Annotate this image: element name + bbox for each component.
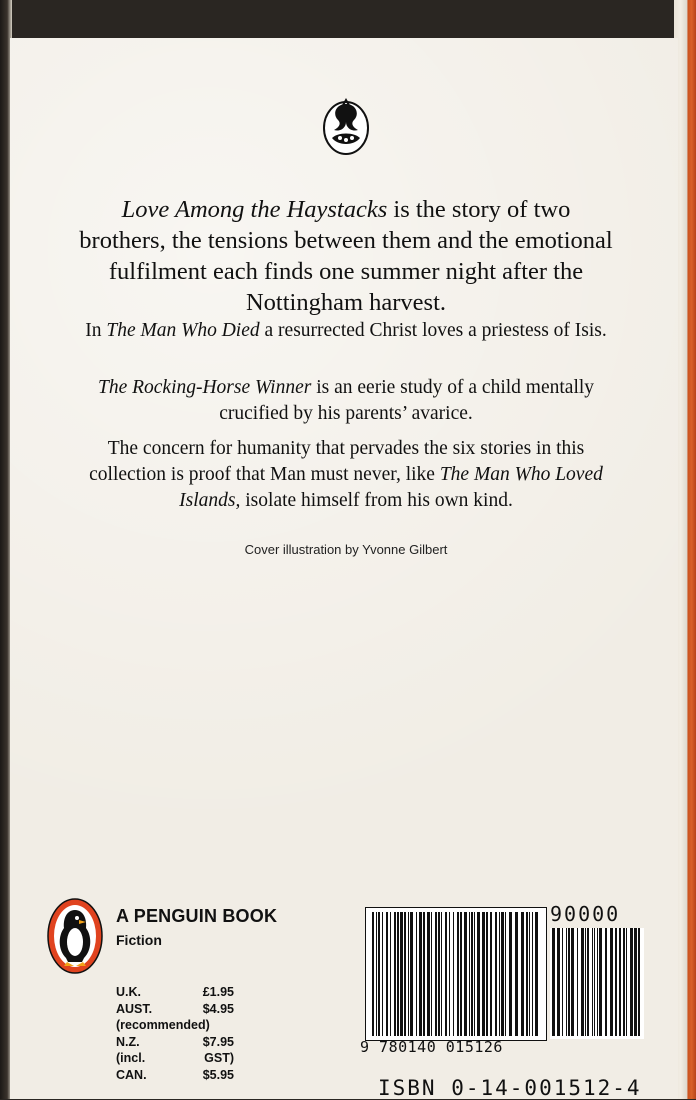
price-value: GST) <box>204 1051 234 1066</box>
blurb-paragraph-4 <box>76 436 616 514</box>
publisher-brand: A PENGUIN BOOK <box>116 906 278 926</box>
blurb-paragraph-3 <box>76 375 616 427</box>
price-label: (incl. <box>116 1051 146 1066</box>
genre-label: Fiction <box>116 932 162 948</box>
price-value: £1.95 <box>202 985 234 999</box>
price-list <box>116 984 234 1084</box>
blurb-text-4a: The concern for humanity that pervades the six stories in this collection is proof that Man must never, like <box>89 438 585 485</box>
price-value: $4.95 <box>202 1001 234 1016</box>
ean-barcode-bars <box>370 912 542 1036</box>
blurb-prefix-2: In <box>85 320 107 341</box>
blurb-text-1: is the story of two brothers, the tensions between them and the emotional fulfilment each finds one summer night after the Nottingham harvest. <box>79 196 613 316</box>
title-rocking-horse-winner: The Rocking-Horse Winner <box>97 377 312 398</box>
blurb-text-4b: isolate himself from his own kind. <box>240 490 513 511</box>
price-value: $7.95 <box>202 1034 234 1049</box>
addon-code: 90000 <box>550 902 621 926</box>
penguin-logo-icon <box>46 896 104 976</box>
back-cover <box>10 38 678 1099</box>
title-love-among-haystacks: Love Among the Haystacks <box>121 196 388 223</box>
price-row <box>116 984 234 1001</box>
isbn-number: ISBN 0-14-001512-4 <box>378 1076 642 1100</box>
price-row <box>116 1050 234 1067</box>
ean-digits: 9 780140 015126 <box>360 1038 503 1056</box>
price-label: CAN. <box>116 1067 147 1082</box>
price-label: U.K. <box>116 985 141 999</box>
price-label: N.Z. <box>116 1034 140 1049</box>
blurb-paragraph-1 <box>76 194 616 318</box>
title-man-who-died: The Man Who Died <box>106 320 260 341</box>
addon-barcode <box>550 928 644 1039</box>
price-label: AUST. <box>116 1001 153 1016</box>
title-man-who-loved-islands: The Man Who Loved Islands, <box>179 464 603 511</box>
cover-credit: Cover illustration by Yvonne Gilbert <box>244 542 448 557</box>
ean-barcode <box>365 907 547 1041</box>
price-value: $5.95 <box>202 1067 234 1082</box>
price-row <box>116 1017 234 1034</box>
pelican-icon <box>318 94 374 156</box>
blurb-paragraph-2 <box>76 318 616 344</box>
addon-barcode-bars <box>550 928 644 1039</box>
price-row <box>116 1034 234 1051</box>
price-label: (recommended) <box>116 1018 210 1033</box>
blurb-text-2: a resurrected Christ loves a priestess of Isis. <box>259 320 607 341</box>
price-row <box>116 1067 234 1084</box>
price-row <box>116 1001 234 1018</box>
blurb-text-3: is an eerie study of a child mentally crucified by his parents’ avarice. <box>219 377 595 424</box>
